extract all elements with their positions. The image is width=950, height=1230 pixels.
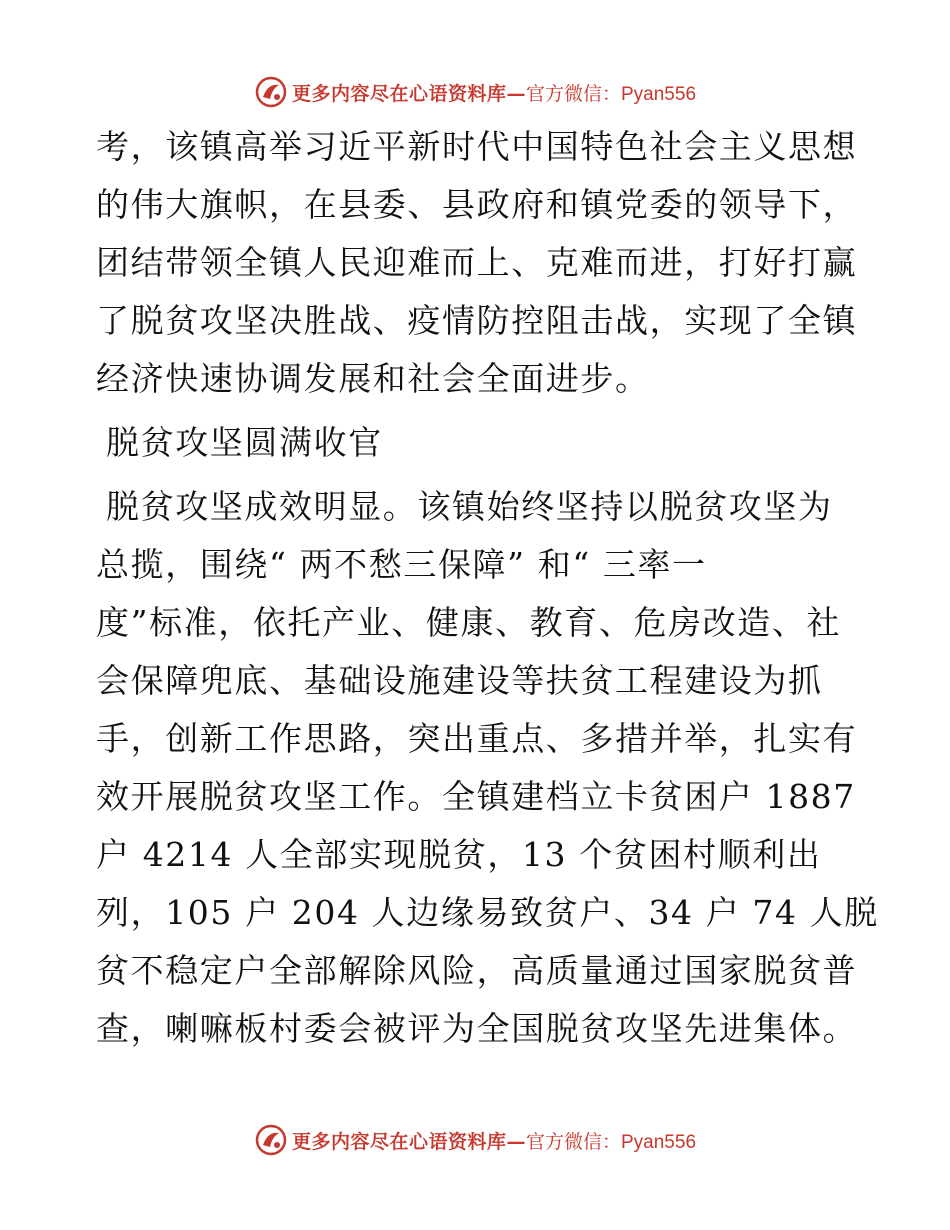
section-heading xyxy=(96,414,856,472)
text-line: 考，该镇高举习近平新时代中国特色社会主义思想 xyxy=(96,127,858,166)
red-stamp-logo-icon xyxy=(254,1123,288,1157)
watermark-contact: 官方微信：Pyan556 xyxy=(526,1131,697,1153)
text-line: 了脱贫攻坚决胜战、疫情防控阻击战，实现了全镇 xyxy=(96,301,858,340)
paragraph-poverty-alleviation xyxy=(96,478,879,1058)
text-line: 会保障兜底、基础设施建设等扶贫工程建设为抓 xyxy=(96,661,823,700)
watermark-text: 更多内容尽在心语资料库— xyxy=(291,82,526,105)
header-watermark xyxy=(0,72,950,112)
document-body xyxy=(96,118,879,1058)
text-line: 贫不稳定户全部解除风险，高质量通过国家脱贫普 xyxy=(96,951,858,990)
text-line: 手，创新工作思路，突出重点、多措并举，扎实有 xyxy=(96,719,858,758)
text-line: 团结带领全镇人民迎难而上、克难而进，打好打赢 xyxy=(96,243,858,282)
footer-watermark xyxy=(0,1120,950,1160)
text-line: 户 4214 人全部实现脱贫，13 个贫困村顺利出 xyxy=(96,835,822,874)
section-heading-text: 脱贫攻坚圆满收官 xyxy=(106,423,383,462)
watermark-contact: 官方微信：Pyan556 xyxy=(526,83,697,105)
text-line: 列，105 户 204 人边缘易致贫户、34 户 74 人脱 xyxy=(96,893,879,932)
text-line: 总揽，围绕“ 两不愁三保障” 和“ 三率一 xyxy=(96,545,707,584)
text-line: 脱贫攻坚成效明显。该镇始终坚持以脱贫攻坚为 xyxy=(106,487,833,526)
watermark-text: 更多内容尽在心语资料库— xyxy=(291,1130,526,1153)
text-line: 经济快速协调发展和社会全面进步。 xyxy=(96,359,650,398)
text-line: 度”标准，依托产业、健康、教育、危房改造、社 xyxy=(96,603,842,642)
paragraph-intro xyxy=(96,118,856,408)
text-line: 的伟大旗帜，在县委、县政府和镇党委的领导下， xyxy=(96,185,858,224)
text-line: 效开展脱贫攻坚工作。全镇建档立卡贫困户 1887 xyxy=(96,777,856,816)
text-line: 查，喇嘛板村委会被评为全国脱贫攻坚先进集体。 xyxy=(96,1009,858,1048)
red-stamp-logo-icon xyxy=(254,75,288,109)
